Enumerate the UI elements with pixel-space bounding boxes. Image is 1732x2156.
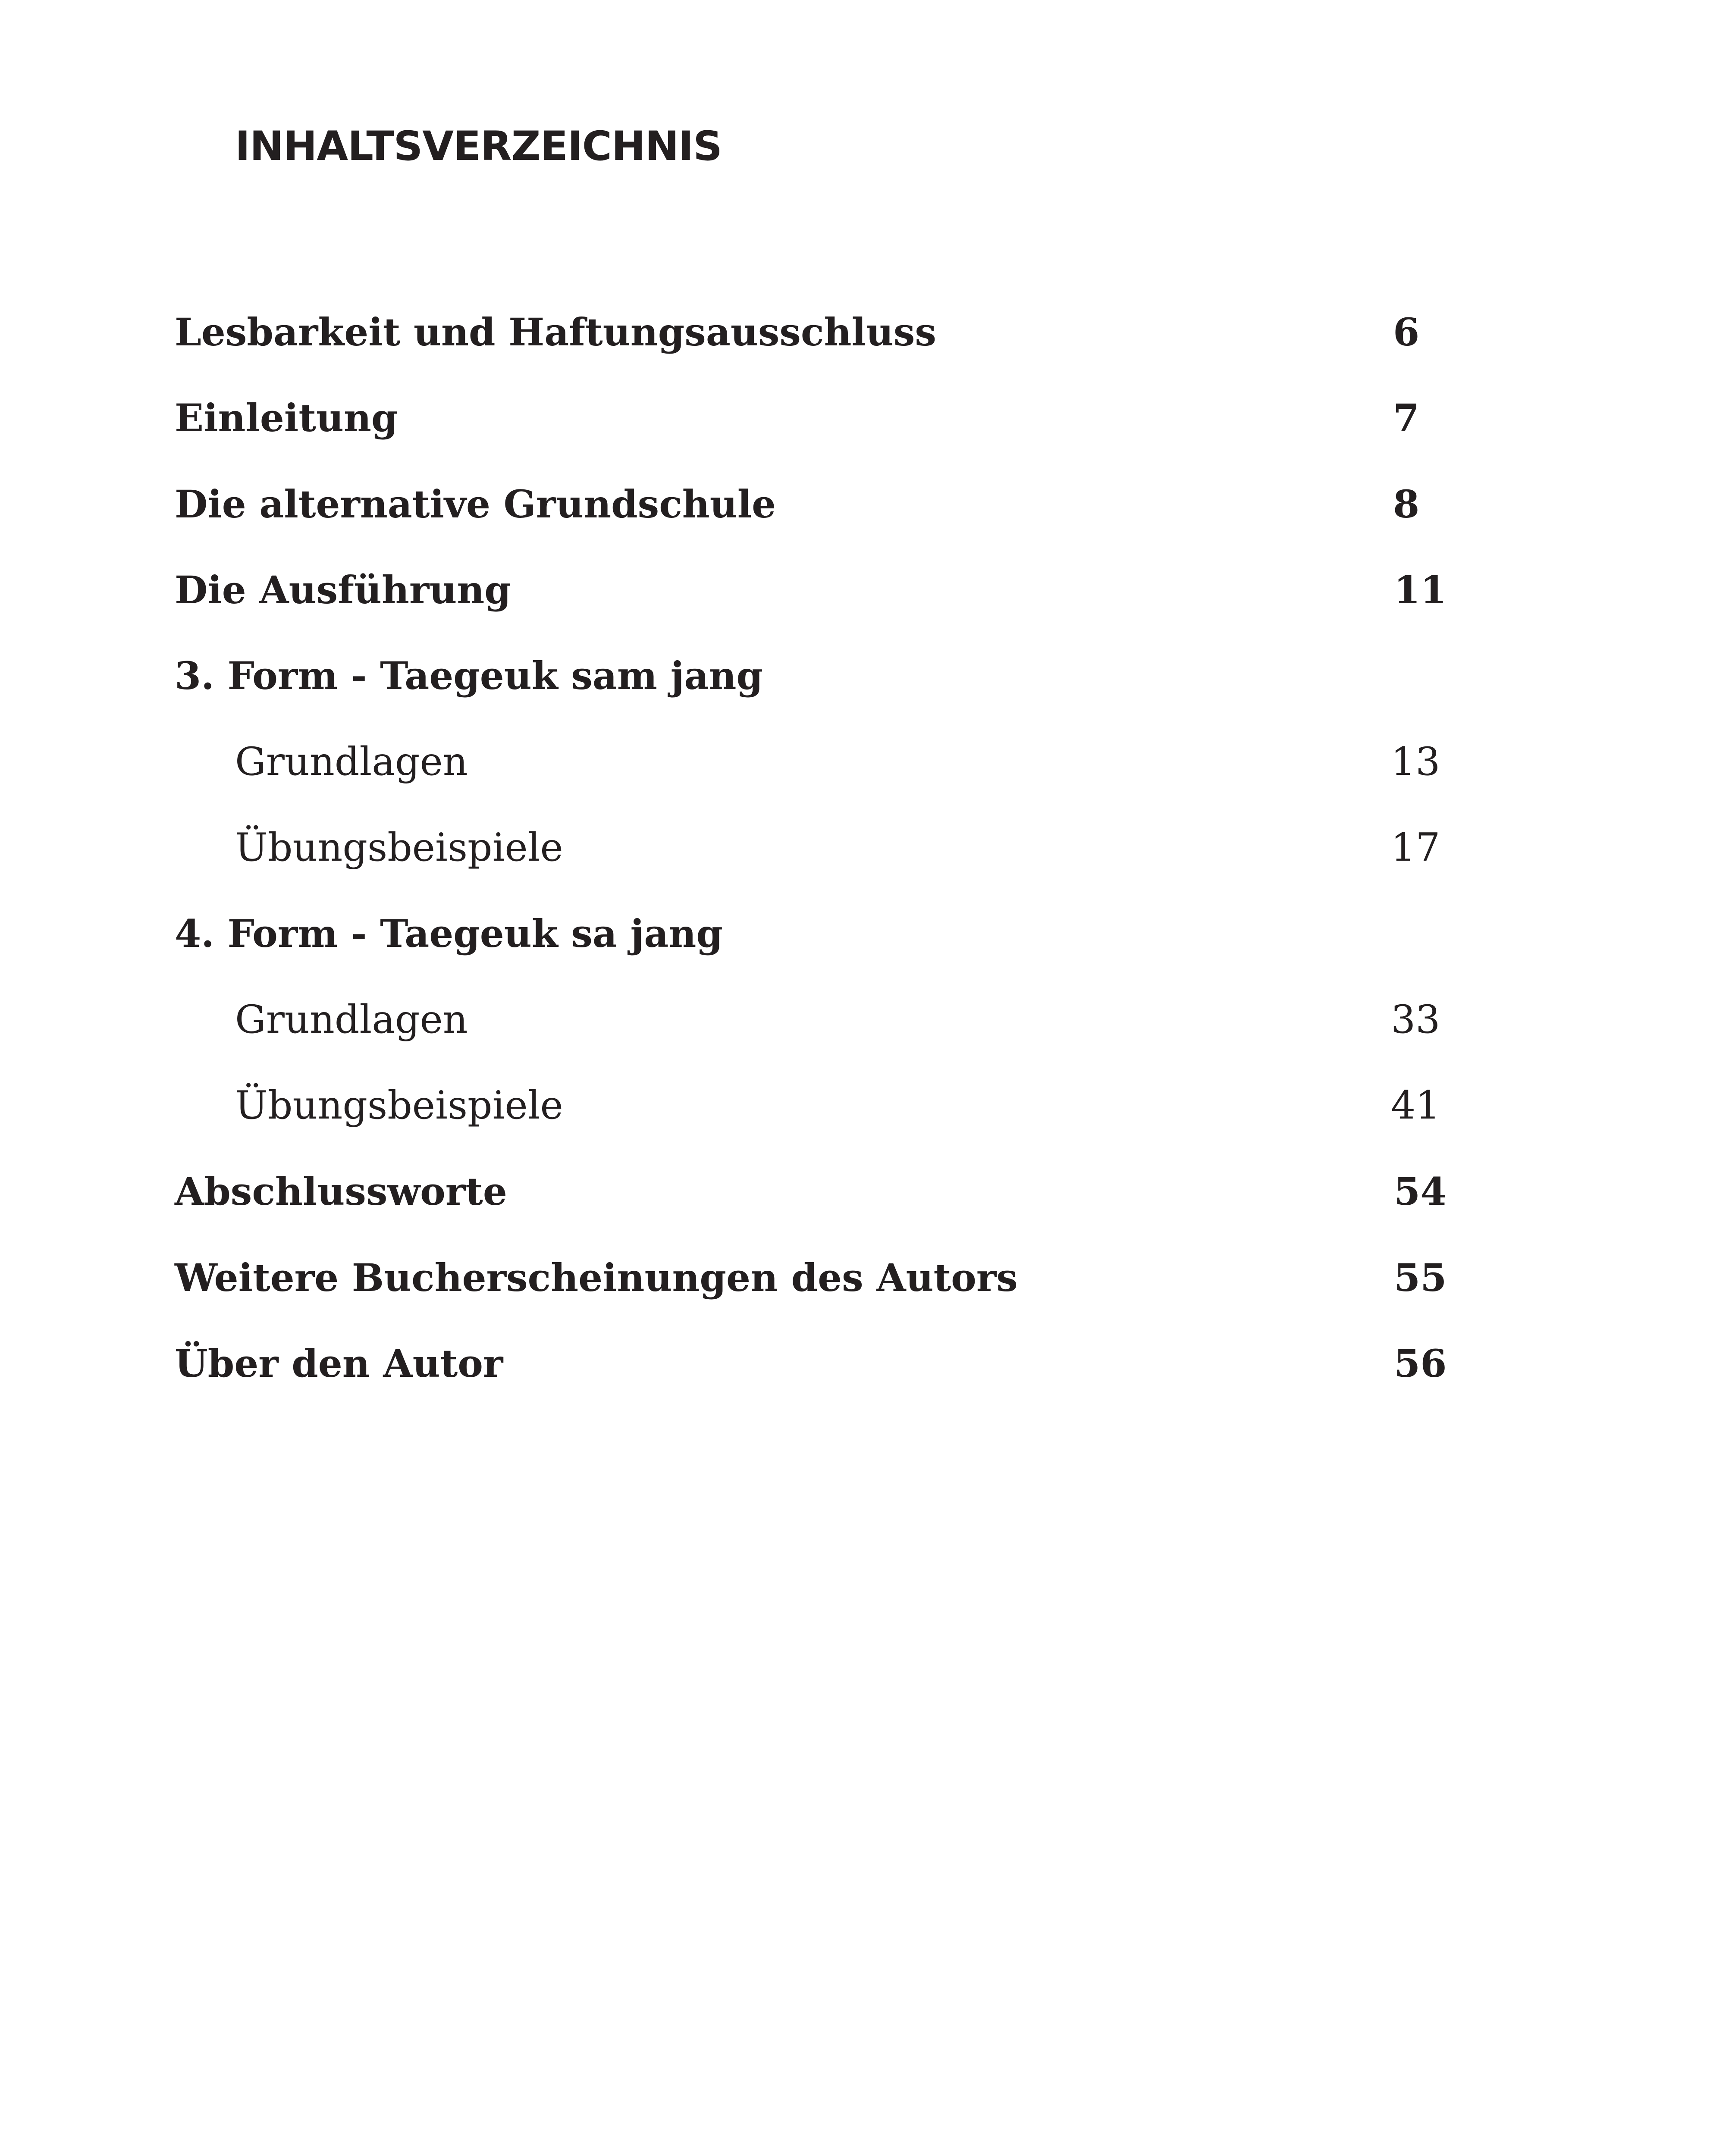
toc-entry-title: Einleitung	[175, 395, 398, 440]
toc-entry-title: Die Ausführung	[175, 567, 511, 612]
toc-entry-title: Über den Autor	[175, 1341, 503, 1386]
toc-entry	[0, 1247, 1732, 1308]
toc-entry	[0, 388, 1732, 448]
toc-entry-title: Die alternative Grundschule	[175, 482, 776, 526]
toc-subentry	[0, 1075, 1732, 1136]
toc-entry	[0, 302, 1732, 362]
toc-entry-page: 41	[1391, 1083, 1440, 1128]
toc-entry-title: Abschlussworte	[175, 1169, 507, 1214]
toc-entry-title: Lesbarkeit und Haftungsausschluss	[175, 310, 936, 354]
toc-entry-page: 8	[1393, 482, 1420, 526]
toc-entry-page: 17	[1391, 825, 1440, 870]
toc-entry-title: 4. Form - Taegeuk sa jang	[175, 911, 723, 956]
toc-entry-title: Übungsbeispiele	[235, 825, 563, 870]
toc-entry	[0, 1333, 1732, 1394]
page-title: INHALTSVERZEICHNIS	[235, 123, 722, 170]
toc-entry-page: 11	[1394, 567, 1447, 612]
toc-entry	[0, 474, 1732, 534]
toc-entry-title: Grundlagen	[235, 739, 468, 784]
toc-subentry	[0, 732, 1732, 792]
toc-entry-title: Weitere Bucherscheinungen des Autors	[175, 1255, 1018, 1300]
toc-entry-title: 3. Form - Taegeuk sam jang	[175, 653, 763, 698]
toc-section-heading	[0, 903, 1732, 964]
toc-entry-page: 6	[1393, 310, 1420, 354]
toc-entry-page: 55	[1394, 1255, 1447, 1300]
toc-subentry	[0, 818, 1732, 878]
toc-entry-page: 54	[1394, 1169, 1447, 1214]
toc-entry-title: Grundlagen	[235, 997, 468, 1042]
toc-entry-title: Übungsbeispiele	[235, 1083, 563, 1128]
toc-subentry	[0, 990, 1732, 1050]
toc-entry	[0, 1161, 1732, 1222]
toc-entry	[0, 560, 1732, 620]
toc-entry-page: 56	[1394, 1341, 1447, 1386]
toc-entry-page: 7	[1393, 395, 1420, 440]
toc-section-heading	[0, 646, 1732, 706]
toc-entry-page: 13	[1391, 739, 1440, 784]
toc-entry-page: 33	[1391, 997, 1440, 1042]
